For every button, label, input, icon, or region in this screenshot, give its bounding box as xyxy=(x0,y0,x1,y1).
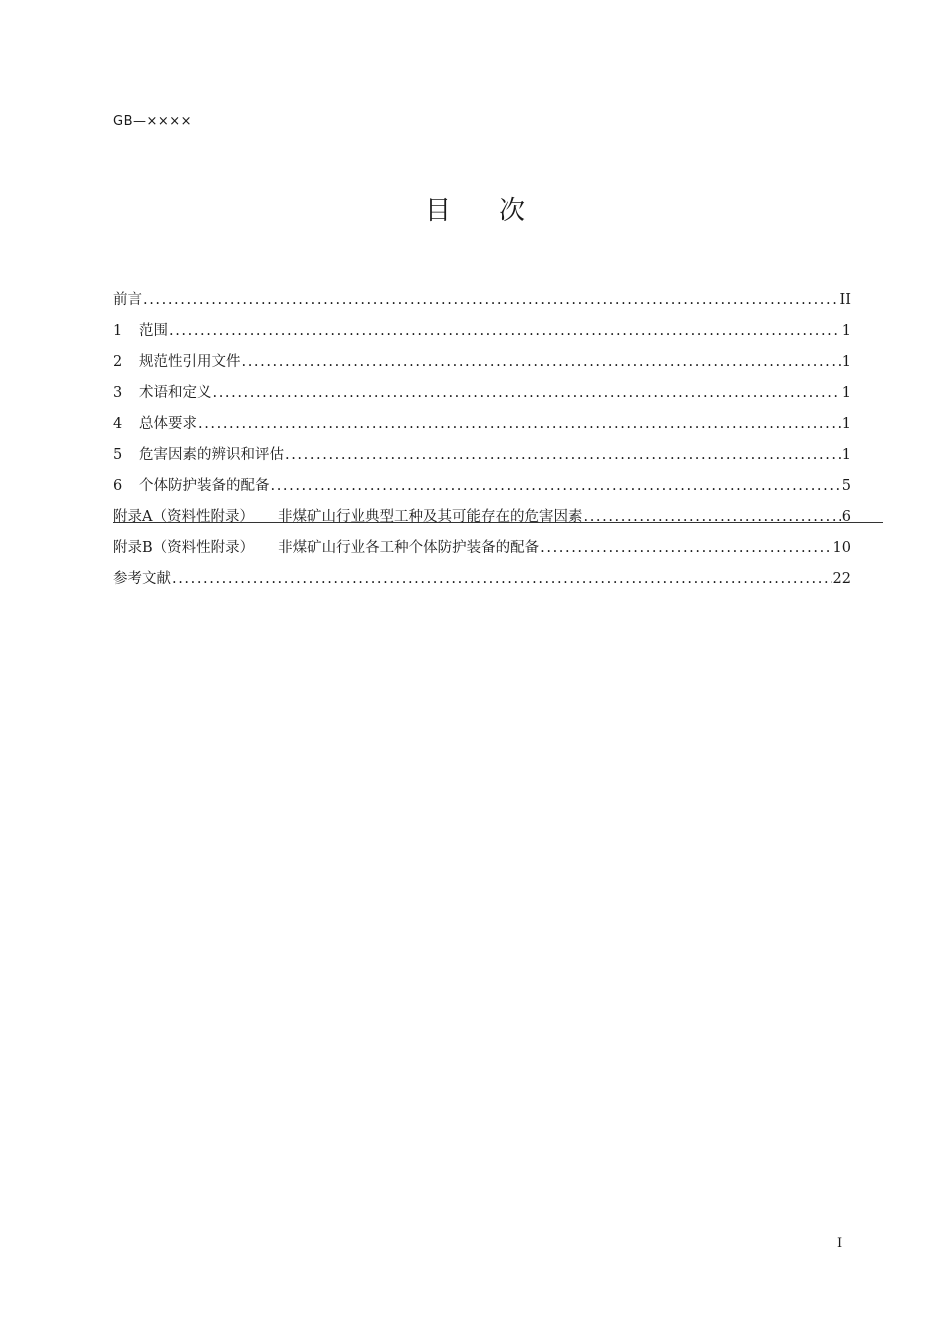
toc-entry-label: 术语和定义 xyxy=(139,385,212,401)
toc-entry-normative-references[interactable] xyxy=(113,342,851,373)
toc-entry-page: 5 xyxy=(841,478,851,494)
toc-entry-label: 规范性引用文件 xyxy=(139,354,241,370)
toc-entry-number: 5 xyxy=(113,447,123,463)
dot-leader xyxy=(285,444,841,466)
toc-entry-bibliography[interactable] xyxy=(113,559,851,590)
dot-leader xyxy=(540,537,831,559)
toc-entry-label: 非煤矿山行业各工种个体防护装备的配备 xyxy=(278,540,540,556)
toc-entry-terms[interactable] xyxy=(113,373,851,404)
toc-entry-label: 前言 xyxy=(113,292,142,308)
toc-entry-page: 10 xyxy=(832,540,851,556)
toc-entry-appendix-prefix: 附录A（资料性附录） xyxy=(113,509,254,525)
toc-entry-appendix-b[interactable] xyxy=(113,528,851,559)
dot-leader xyxy=(242,351,841,373)
toc-entry-page: 1 xyxy=(841,447,851,463)
horizontal-rule xyxy=(113,522,883,523)
toc-entry-label: 参考文献 xyxy=(113,571,171,587)
dot-leader xyxy=(583,506,840,528)
toc-entry-general-requirements[interactable] xyxy=(113,404,851,435)
toc-entry-page: 1 xyxy=(841,416,851,432)
toc-title-char-1: 目 xyxy=(424,196,451,226)
toc-entry-page: 1 xyxy=(841,385,851,401)
toc-entry-page: 1 xyxy=(841,323,851,339)
dot-leader xyxy=(198,413,841,435)
toc-entry-hazard-identification[interactable] xyxy=(113,435,851,466)
toc-title xyxy=(0,190,950,227)
document-code: GB—×××× xyxy=(113,114,193,129)
dot-leader xyxy=(169,320,841,342)
toc-entry-page: 1 xyxy=(841,354,851,370)
toc-entry-page: II xyxy=(839,292,851,308)
toc-entry-label: 个体防护装备的配备 xyxy=(139,478,270,494)
dot-leader xyxy=(143,289,839,311)
toc-entry-page: 22 xyxy=(832,571,851,587)
toc-entry-appendix-prefix: 附录B（资料性附录） xyxy=(113,540,255,556)
toc-entry-number: 1 xyxy=(113,323,123,339)
toc-entry-scope[interactable] xyxy=(113,311,851,342)
toc-entry-page: 6 xyxy=(841,509,851,525)
table-of-contents xyxy=(113,280,851,590)
dot-leader xyxy=(213,382,841,404)
toc-entry-label: 危害因素的辨识和评估 xyxy=(139,447,284,463)
toc-entry-label: 范围 xyxy=(139,323,168,339)
toc-entry-number: 6 xyxy=(113,478,123,494)
toc-entry-label: 总体要求 xyxy=(139,416,197,432)
dot-leader xyxy=(271,475,841,497)
page-number: I xyxy=(837,1236,843,1251)
toc-entry-appendix-a[interactable] xyxy=(113,497,851,528)
toc-entry-number: 3 xyxy=(113,385,123,401)
dot-leader xyxy=(172,568,832,590)
toc-entry-label: 非煤矿山行业典型工种及其可能存在的危害因素 xyxy=(277,509,583,525)
toc-entry-ppe-allocation[interactable] xyxy=(113,466,851,497)
toc-entry-foreword[interactable] xyxy=(113,280,851,311)
toc-entry-number: 2 xyxy=(113,354,123,370)
toc-entry-number: 4 xyxy=(113,416,123,432)
toc-title-char-2: 次 xyxy=(499,196,526,226)
